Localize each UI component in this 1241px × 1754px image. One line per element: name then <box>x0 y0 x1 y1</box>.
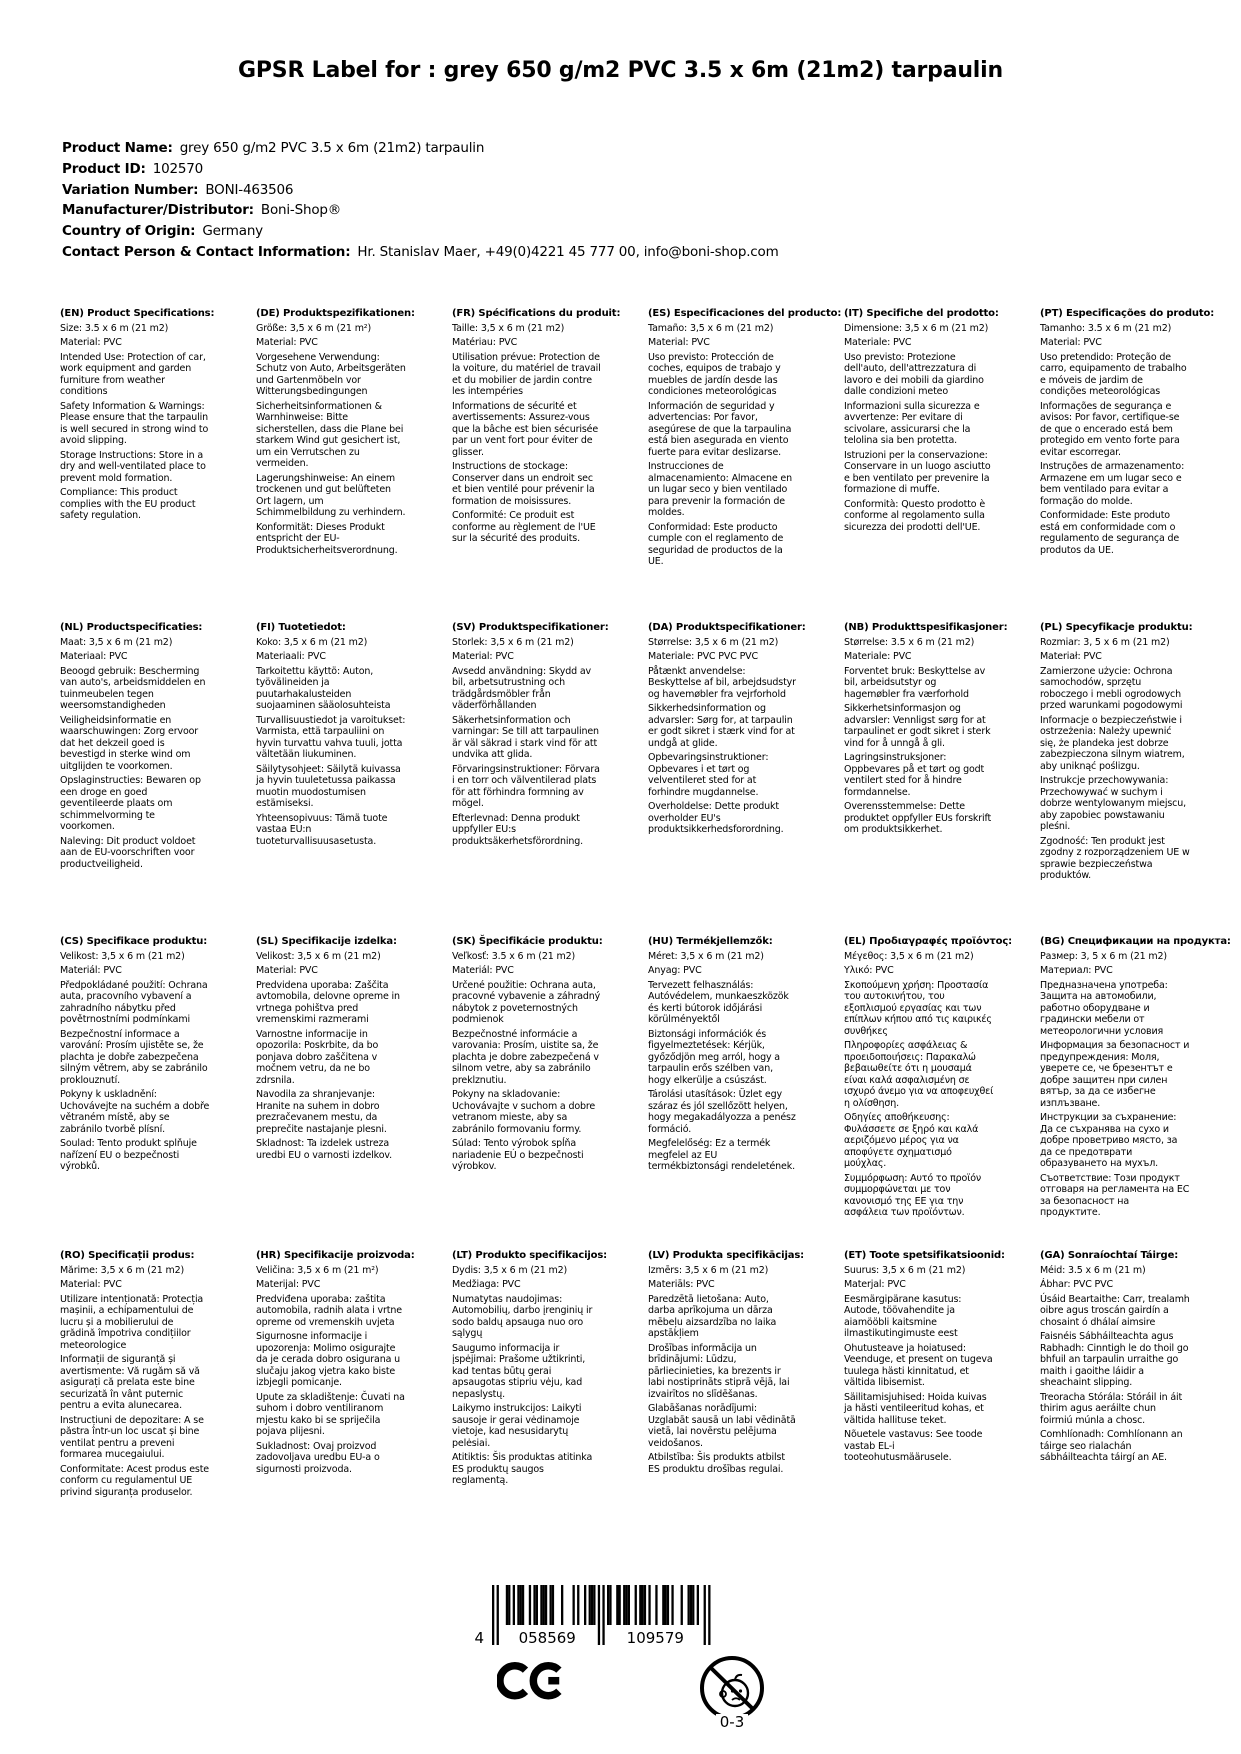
block-paragraph: Veľkosť: 3.5 x 6 m (21 m2) <box>452 950 576 962</box>
block-paragraph: Size: 3.5 x 6 m (21 m2) <box>60 322 169 334</box>
block-paragraph: Säkerhetsinformation och varningar: Se till att tarpaulinen är väl säkrad i stark vind för att undvika att glida. <box>452 714 599 760</box>
block-title: (HR) Specifikacije proizvoda: <box>256 1250 415 1261</box>
block-paragraph: Veličina: 3,5 x 6 m (21 m²) <box>256 1264 379 1276</box>
block-title: (LV) Produkta specifikācijas: <box>648 1250 804 1261</box>
lang-block-fr <box>452 308 634 545</box>
block-paragraph: Overensstemmelse: Dette produktet oppfyller EUs forskrift om produktsikkerhet. <box>844 801 992 835</box>
block-paragraph: Lagringsinstruksjoner: Oppbevares på et tørt og godt ventilert sted for å hindre formdannelse. <box>844 752 985 798</box>
block-paragraph: Velikost: 3,5 x 6 m (21 m2) <box>256 950 381 962</box>
block-paragraph: Material: PVC <box>60 1279 122 1290</box>
ce-mark-icon <box>497 1659 565 1707</box>
block-title: (NL) Productspecificaties: <box>60 622 203 633</box>
lang-block-nl <box>60 622 242 870</box>
barcode-digits: 109579 <box>626 1629 684 1647</box>
block-paragraph: Инструкции за съхранение: Да се съхранява на сухо и добре проветриво място, за да се предотврати образуването на мухъл. <box>1040 1112 1178 1169</box>
block-paragraph: Säilitamisjuhised: Hoida kuivas ja hästi ventileeritud kohas, et vältida hallituse teket. <box>844 1391 987 1426</box>
block-paragraph: Opbevaringsinstruktioner: Opbevares i et tørt og velventileret sted for at forhindre mugdannelse. <box>648 752 769 798</box>
block-paragraph: Konformität: Dieses Produkt entspricht der EU-Produktsicherheitsverordnung. <box>256 521 398 556</box>
block-title: (ES) Especificaciones del producto: <box>648 308 842 319</box>
info-row <box>62 221 779 242</box>
block-title: (LT) Produkto specifikacijos: <box>452 1250 608 1261</box>
lang-block-sv <box>452 622 634 847</box>
block-paragraph: Sukladnost: Ovaj proizvod zadovoljava uredbu EU-a o sigurnosti proizvoda. <box>256 1440 380 1475</box>
info-row <box>62 200 779 221</box>
block-paragraph: Laikymo instrukcijos: Laikyti sausoje ir gerai vėdinamoje vietoje, kad nesusidarytų pelėsiai. <box>452 1403 582 1449</box>
block-title: (SV) Produktspecifikationer: <box>452 622 609 633</box>
lang-block-ro <box>60 1250 242 1498</box>
block-title: (ET) Toote spetsifikatsioonid: <box>844 1250 1005 1261</box>
page-title: GPSR Label for : grey 650 g/m2 PVC 3.5 x 6m (21m2) tarpaulin <box>238 58 1003 83</box>
block-paragraph: Veiligheidsinformatie en waarschuwingen: Zorg ervoor dat het dekzeil goed is bevestigd in sterke wind om uitglijden te voorkomen. <box>60 714 199 772</box>
block-paragraph: Rozmiar: 3, 5 x 6 m (21 m2) <box>1040 636 1170 648</box>
block-paragraph: Maat: 3,5 x 6 m (21 m2) <box>60 636 173 648</box>
lang-block-pt <box>1040 308 1222 556</box>
block-title: (SK) Špecifikácie produktu: <box>452 936 603 947</box>
block-paragraph: Velikost: 3,5 x 6 m (21 m2) <box>60 950 185 962</box>
block-paragraph: Dimensione: 3,5 x 6 m (21 m2) <box>844 322 989 334</box>
block-paragraph: Compliance: This product complies with the EU product safety regulation. <box>60 487 196 521</box>
block-paragraph: Tamaño: 3,5 x 6 m (21 m2) <box>648 322 774 334</box>
block-paragraph: Bezpečnostné informácie a varovania: Prosím, uistite sa, že plachta je dobre zabezpečená v silnom vetre, aby sa zabránilo preklznutiu. <box>452 1028 599 1086</box>
block-title: (PT) Especificações do produto: <box>1040 308 1215 319</box>
block-paragraph: Instrucciones de almacenamiento: Almacene en un lugar seco y bien ventilado para prevenir la formación de moldes. <box>648 461 792 518</box>
block-paragraph: Dydis: 3,5 x 6 m (21 m2) <box>452 1264 568 1276</box>
block-paragraph: Materiaal: PVC <box>60 651 128 662</box>
block-paragraph: Forventet bruk: Beskyttelse av bil, arbeidsutstyr og hagemøbler fra værforhold <box>844 665 986 700</box>
block-title: (GA) Sonraíochtaí Táirge: <box>1040 1250 1179 1261</box>
lang-block-da <box>648 622 830 836</box>
info-value: grey 650 g/m2 PVC 3.5 x 6m (21m2) tarpaulin <box>179 140 485 156</box>
product-info <box>62 138 779 263</box>
block-title: (IT) Specifiche del prodotto: <box>844 308 999 319</box>
block-paragraph: Información de seguridad y advertencias: Por favor, asegúrese de que la tarpaulina está bien asegurada en viento fuerte para evitar deslizarse. <box>648 400 792 458</box>
language-grid <box>60 308 1231 1564</box>
barcode-digits: 4 <box>474 1629 484 1647</box>
block-paragraph: Υλικό: PVC <box>844 965 894 976</box>
block-paragraph: Materjal: PVC <box>844 1279 906 1290</box>
block-title: (PL) Specyfikacje produktu: <box>1040 622 1193 633</box>
block-paragraph: Instrucțiuni de depozitare: A se păstra într-un loc uscat și bine ventilat pentru a preveni formarea mucegaiului. <box>60 1414 204 1460</box>
block-paragraph: Anyag: PVC <box>648 965 702 976</box>
block-paragraph: Conformità: Questo prodotto è conforme al regolamento sulla sicurezza dei prodotti dell'UE. <box>844 498 986 533</box>
lang-block-sk <box>452 936 634 1173</box>
block-paragraph: Uso pretendido: Proteção de carro, equipamento de trabalho e móveis de jardim de condições meteorológicas <box>1040 351 1187 397</box>
block-paragraph: Opslaginstructies: Bewaren op een droge en goed geventileerde plaats om schimmelvorming te voorkomen. <box>60 775 201 832</box>
block-paragraph: Πληροφορίες ασφάλειας & προειδοποιήσεις: Παρακαλώ βεβαιωθείτε ότι η μουσαμά είναι καλά ασφαλισμένη σε ισχυρό άνεμο για να αποφευχθεί η ολίσθηση. <box>844 1040 994 1109</box>
block-paragraph: Размер: 3, 5 x 6 m (21 m2) <box>1040 950 1167 962</box>
lang-block-sl <box>256 936 438 1161</box>
block-paragraph: Instrukcje przechowywania: Przechowywać w suchym i dobrze wentylowanym miejscu, aby zapobiec powstawaniu pleśni. <box>1040 775 1186 832</box>
block-paragraph: Materiale: PVC PVC PVC <box>648 651 758 662</box>
block-paragraph: Sikkerhetsinformasjon og advarsler: Vennligst sørg for at tarpaulinet er godt sikret i sterk vind for å unngå å gli. <box>844 703 991 749</box>
block-paragraph: Comhlíonadh: Comhlíonann an táirge seo rialachán sábháilteachta táirgí an AE. <box>1040 1429 1183 1463</box>
block-paragraph: Safety Information & Warnings: Please ensure that the tarpaulin is well secured in strong wind to avoid slipping. <box>60 400 209 446</box>
block-title: (DA) Produktspecifikationer: <box>648 622 806 633</box>
block-paragraph: Σκοπούμενη χρήση: Προστασία του αυτοκινήτου, του εξοπλισμού εργασίας και των επίπλων κήπου από τις καιρικές συνθήκες <box>844 979 992 1037</box>
info-label: Manufacturer/Distributor: <box>62 202 254 219</box>
block-paragraph: Naleving: Dit product voldoet aan de EU-voorschriften voor productveiligheid. <box>60 835 196 870</box>
block-paragraph: Materiaali: PVC <box>256 651 326 662</box>
block-paragraph: Conformidade: Este produto está em conformidade com o regulamento de segurança de produtos da UE. <box>1040 510 1180 556</box>
lang-block-lv <box>648 1250 830 1475</box>
block-paragraph: Navodila za shranjevanje: Hranite na suhem in dobro prezračevanem mestu, da preprečite nastajanje plesni. <box>256 1089 387 1135</box>
block-paragraph: Materiale: PVC <box>844 651 912 662</box>
barcode-icon <box>460 1585 716 1649</box>
info-value: Germany <box>202 223 263 240</box>
block-paragraph: Pokyny k uskladnění: Uchovávejte na suchém a dobře větraném místě, aby se zabránilo tvorbě plísní. <box>60 1089 210 1135</box>
block-paragraph: Zamierzone użycie: Ochrona samochodów, sprzętu roboczego i mebli ogrodowych przed warunkami pogodowymi <box>1040 665 1183 711</box>
block-paragraph: Informazioni sulla sicurezza e avvertenze: Per evitare di scivolare, assicurarsi che la telolina sia ben protetta. <box>844 400 980 446</box>
block-title: (SL) Specifikacije izdelka: <box>256 936 397 947</box>
block-title: (DE) Produktspezifikationen: <box>256 308 415 319</box>
block-paragraph: Súlad: Tento výrobok spĺňa nariadenie EÚ o bezpečnosti výrobkov. <box>452 1138 584 1172</box>
block-title: (FR) Spécifications du produit: <box>452 308 621 319</box>
block-paragraph: Påtænkt anvendelse: Beskyttelse af bil, arbejdsudstyr og havemøbler fra vejrforhold <box>648 665 796 700</box>
block-paragraph: Größe: 3,5 x 6 m (21 m²) <box>256 322 372 334</box>
block-paragraph: Nõuetele vastavus: See toode vastab EL-i tooteohutusmäärusele. <box>844 1429 983 1463</box>
block-paragraph: Koko: 3,5 x 6 m (21 m2) <box>256 636 368 648</box>
block-paragraph: Material: PVC <box>1040 337 1102 348</box>
block-paragraph: Информация за безопасност и предупреждения: Моля, уверете се, че брезентът е добре защитен при силен вятър, за да се избегне изплъзване. <box>1040 1040 1190 1109</box>
block-paragraph: Istruzioni per la conservazione: Conservare in un luogo asciutto e ben ventilato per prevenire la formazione di muffe. <box>844 449 991 495</box>
block-paragraph: Saugumo informacija ir įspėjimai: Prašome užtikrinti, kad tentas būtų gerai apsaugotas stipriu vėju, kad nepaslystų. <box>452 1342 586 1400</box>
block-paragraph: Instruções de armazenamento: Armazene em um lugar seco e bem ventilado para evitar a formação do molde. <box>1040 461 1185 507</box>
block-paragraph: Informações de segurança e avisos: Por favor, certifique-se de que o encerado está bem protegido em vento forte para evitar escorregar. <box>1040 400 1180 458</box>
block-paragraph: Paredzētā lietošana: Auto, darba aprīkojuma un dārza mēbeļu aizsardzība no laika apstākļiem <box>648 1293 777 1339</box>
block-paragraph: Suurus: 3,5 x 6 m (21 m2) <box>844 1264 966 1276</box>
block-paragraph: Tervezett felhasználás: Autóvédelem, munkaeszközök és kerti bútorok időjárási körülményektől <box>648 979 789 1025</box>
block-paragraph: Informacje o bezpieczeństwie i ostrzeżenia: Należy upewnić się, że plandeka jest dobrze zabezpieczona silnym wiatrem, aby uniknąć poślizgu. <box>1040 714 1185 772</box>
block-paragraph: Turvallisuustiedot ja varoitukset: Varmista, että tarpauliini on hyvin turvattu vahva tuuli, jotta vältetään liukuminen. <box>256 714 406 760</box>
block-paragraph: Materiāls: PVC <box>648 1279 715 1290</box>
lang-block-ga <box>1040 1250 1222 1464</box>
block-title: (NB) Produkttspesifikasjoner: <box>844 622 1008 633</box>
lang-block-it <box>844 308 1026 533</box>
block-paragraph: Bezpečnostní informace a varování: Prosím ujistěte se, že plachta je dobře zabezpečena silným větrem, aby se zabránilo proklouznutí. <box>60 1028 208 1086</box>
block-paragraph: Zgodność: Ten produkt jest zgodny z rozporządzeniem UE w sprawie bezpieczeństwa produktów. <box>1040 835 1190 881</box>
block-paragraph: Faisnéis Sábháilteachta agus Rabhadh: Cinntigh le do thoil go bhfuil an tarpaulin urraithe go maith i gaoithe láidir a sheachaint slipping. <box>1040 1331 1189 1388</box>
lang-block-es <box>648 308 842 568</box>
block-paragraph: Pokyny na skladovanie: Uchovávajte v suchom a dobre vetranom mieste, aby sa zabránilo formovaniu formy. <box>452 1089 596 1135</box>
info-label: Product Name: <box>62 140 173 156</box>
block-paragraph: Størrelse: 3.5 x 6 m (21 m2) <box>844 636 975 648</box>
lang-block-lt <box>452 1250 634 1487</box>
lang-block-fi <box>256 622 438 847</box>
ean-barcode <box>460 1585 716 1653</box>
block-paragraph: Varnostne informacije in opozorila: Poskrbite, da bo ponjava dobro zaščitena v močnem vetru, da ne bo zdrsnila. <box>256 1028 379 1086</box>
block-paragraph: Tarkoitettu käyttö: Auton, työvälineiden ja puutarhakalusteiden suojaaminen sääolosuhteista <box>256 665 391 711</box>
block-paragraph: Material: PVC <box>256 337 318 348</box>
block-paragraph: Materiál: PVC <box>452 965 514 976</box>
info-label: Contact Person & Contact Information: <box>62 243 351 260</box>
block-paragraph: Συμμόρφωση: Αυτό το προϊόν συμμορφώνεται με τον κανονισμό της ΕΕ για την ασφάλεια των προϊόντων. <box>844 1172 982 1218</box>
info-row <box>62 159 779 180</box>
block-paragraph: Informations de sécurité et avertissements: Assurez-vous que la bâche est bien sécurisée par un vent fort pour éviter de glisser. <box>452 400 599 458</box>
block-title: (HU) Termékjellemzők: <box>648 936 773 947</box>
info-row <box>62 138 779 159</box>
block-paragraph: Οδηγίες αποθήκευσης: Φυλάσσετε σε ξηρό και καλά αεριζόμενο μέρος για να αποφύγετε σχηματισμό μούχλας. <box>844 1112 979 1169</box>
info-label: Country of Origin: <box>62 223 196 240</box>
lang-block-et <box>844 1250 1026 1464</box>
block-paragraph: Sigurnosne informacije i upozorenja: Molimo osigurajte da je cerada dobro osigurana u slučaju jakog vjetra kako biste izbjegli pomicanje. <box>256 1331 401 1388</box>
block-paragraph: Avsedd användning: Skydd av bil, arbetsutrustning och trädgårdsmöbler från väderförhållanden <box>452 665 591 711</box>
block-paragraph: Informații de siguranță și avertismente: Vă rugăm să vă asigurați că prelata este bine securizată în vânt puternic pentru a evita alunecarea. <box>60 1354 200 1411</box>
block-paragraph: Conformité: Ce produit est conforme au règlement de l'UE sur la sécurité des produits. <box>452 510 596 544</box>
block-paragraph: Utilisation prévue: Protection de la voiture, du matériel de travail et du mobilier de jardin contre les intempéries <box>452 351 601 397</box>
block-paragraph: Förvaringsinstruktioner: Förvara i en torr och välventilerad plats för att förhindra formning av mögel. <box>452 763 600 809</box>
block-paragraph: Předpokládané použití: Ochrana auta, pracovního vybavení a zahradního nábytku před povětrnostními podmínkami <box>60 979 208 1025</box>
info-row <box>62 180 779 201</box>
info-row <box>62 242 779 263</box>
block-paragraph: Materiale: PVC <box>844 337 912 348</box>
lang-block-en <box>60 308 242 522</box>
lang-block-nb <box>844 622 1026 836</box>
block-paragraph: Materiál: PVC <box>60 965 122 976</box>
block-paragraph: Atbilstība: Šis produkts atbilst ES produktu drošības regulai. <box>648 1452 785 1475</box>
block-paragraph: Säilytysohjeet: Säilytä kuivassa ja hyvin tuuletetussa paikassa muotin muodostumisen estämiseksi. <box>256 763 401 809</box>
lang-block-bg <box>1040 936 1231 1219</box>
age-warning-label: 0-3 <box>719 1713 745 1731</box>
block-paragraph: Størrelse: 3,5 x 6 m (21 m2) <box>648 636 779 648</box>
block-paragraph: Предназначена употреба: Защита на автомобили, работно оборудване и градински мебели от метеорологични условия <box>1040 979 1168 1037</box>
block-paragraph: Biztonsági információk és figyelmeztetések: Kérjük, győződjön meg arról, hogy a tarpaulin erős szélben van, hogy elkerülje a csúszást. <box>648 1028 780 1086</box>
block-paragraph: Upute za skladištenje: Čuvati na suhom i dobro ventiliranom mjestu kako bi se spriječila pojava plijesni. <box>256 1391 405 1437</box>
block-paragraph: Eesmärgipärane kasutus: Autode, töövahendite ja aiamööbli kaitsmine ilmastikutingimuste eest <box>844 1293 962 1339</box>
block-paragraph: Mărime: 3,5 x 6 m (21 m2) <box>60 1264 185 1276</box>
info-label: Product ID: <box>62 160 146 177</box>
block-paragraph: Utilizare intenționată: Protecția mașinii, a echipamentului de lucru și a mobilierului de grădină împotriva condițiilor meteorologice <box>60 1293 204 1351</box>
block-paragraph: Storlek: 3,5 x 6 m (21 m2) <box>452 636 574 648</box>
block-paragraph: Material: PVC <box>648 337 710 348</box>
block-paragraph: Treoracha Stórála: Stóráil in áit thirim agus aeráilte chun foirmiú múnla a chosc. <box>1040 1391 1183 1426</box>
block-paragraph: Conformidad: Este producto cumple con el reglamento de seguridad de productos de la UE. <box>648 521 784 567</box>
info-label: Variation Number: <box>62 181 199 198</box>
block-paragraph: Overholdelse: Dette produkt overholder EU's produktsikkerhedsforordning. <box>648 801 784 835</box>
lang-block-pl <box>1040 622 1222 882</box>
block-paragraph: Izmērs: 3,5 x 6 m (21 m2) <box>648 1264 769 1276</box>
lang-block-de <box>256 308 438 556</box>
block-paragraph: Predviđena uporaba: zaštita automobila, radnih alata i vrtne opreme od vremenskih uvjeta <box>256 1293 402 1328</box>
block-paragraph: Skladnost: Ta izdelek ustreza uredbi EU o varnosti izdelkov. <box>256 1138 392 1161</box>
block-paragraph: Sicherheitsinformationen & Warnhinweise: Bitte sicherstellen, dass die Plane bei starkem Wind gut gesichert ist, um ein Verrutschen zu vermeiden. <box>256 400 404 469</box>
block-paragraph: Taille: 3,5 x 6 m (21 m2) <box>452 322 565 334</box>
barcode-digits: 058569 <box>518 1629 576 1647</box>
lang-block-cs <box>60 936 242 1173</box>
block-paragraph: Méid: 3.5 x 6 m (21 m) <box>1040 1264 1146 1276</box>
block-paragraph: Yhteensopivuus: Tämä tuote vastaa EU:n tuoteturvallisuusasetusta. <box>256 812 388 847</box>
block-paragraph: Instructions de stockage: Conserver dans un endroit sec et bien ventilé pour prévenir la formation de moisissures. <box>452 461 595 507</box>
age-warning-0-3-icon <box>699 1652 765 1748</box>
block-paragraph: Predvidena uporaba: Zaščita avtomobila, delovne opreme in vrtnega pohištva pred vremenskimi razmerami <box>256 979 400 1025</box>
info-value: BONI-463506 <box>205 181 294 198</box>
block-paragraph: Matériau: PVC <box>452 337 518 348</box>
lang-block-el <box>844 936 1026 1219</box>
block-paragraph: Lagerungshinweise: An einem trockenen und gut belüfteten Ort lagern, um Schimmelbildung zu verhindern. <box>256 472 406 518</box>
block-title: (EN) Product Specifications: <box>60 308 215 319</box>
block-paragraph: Soulad: Tento produkt splňuje nařízení EU o bezpečnosti výrobků. <box>60 1138 197 1172</box>
block-paragraph: Materijal: PVC <box>256 1279 321 1290</box>
block-paragraph: Sikkerhedsinformation og advarsler: Sørg for, at tarpaulin er godt sikret i stærk vind for at undgå at glide. <box>648 703 795 749</box>
block-paragraph: Conformitate: Acest produs este conform cu regulamentul UE privind siguranța produselor. <box>60 1463 209 1498</box>
block-paragraph: Tamanho: 3.5 x 6 m (21 m2) <box>1040 322 1172 334</box>
block-title: (FI) Tuotetiedot: <box>256 622 346 633</box>
lang-block-hr <box>256 1250 438 1475</box>
block-paragraph: Glabāšanas norādījumi: Uzglabāt sausā un labi vēdinātā vietā, lai novērstu pelējuma veidošanos. <box>648 1403 796 1449</box>
block-paragraph: Medžiaga: PVC <box>452 1279 521 1290</box>
block-paragraph: Úsáid Beartaithe: Carr, trealamh oibre agus troscán gairdín a chosaint ó dhálaí aimsire <box>1040 1293 1190 1328</box>
block-paragraph: Ohutusteave ja hoiatused: Veenduge, et present on tugeva tuulega hästi kinnitatud, et vältida libisemist. <box>844 1342 993 1388</box>
block-paragraph: Materiał: PVC <box>1040 651 1102 662</box>
block-paragraph: Μέγεθος: 3,5 x 6 m (21 m2) <box>844 950 974 962</box>
block-paragraph: Megfelelőség: Ez a termék megfelel az EU termékbiztonsági rendeletének. <box>648 1138 795 1172</box>
block-paragraph: Material: PVC <box>256 965 318 976</box>
block-paragraph: Material: PVC <box>452 651 514 662</box>
block-paragraph: Material: PVC <box>60 337 122 348</box>
block-paragraph: Материал: PVC <box>1040 965 1113 976</box>
info-value: Boni-Shop® <box>260 202 342 219</box>
info-value: Hr. Stanislav Maer, +49(0)4221 45 777 00, info@boni-shop.com <box>357 243 779 260</box>
block-title: (RO) Specificații produs: <box>60 1250 195 1261</box>
block-paragraph: Efterlevnad: Denna produkt uppfyller EU:s produktsäkerhetsförordning. <box>452 812 583 847</box>
block-title: (CS) Specifikace produktu: <box>60 936 208 947</box>
block-paragraph: Méret: 3,5 x 6 m (21 m2) <box>648 950 764 962</box>
block-paragraph: Storage Instructions: Store in a dry and well-ventilated place to prevent mold formation. <box>60 449 206 484</box>
block-paragraph: Určené použitie: Ochrana auta, pracovné vybavenie a záhradný nábytok z poveternostných podmienok <box>452 979 601 1025</box>
block-paragraph: Ábhar: PVC PVC <box>1040 1279 1113 1290</box>
block-paragraph: Uso previsto: Protezione dell'auto, dell'attrezzatura di lavoro e dei mobili da giardino dalle condizioni meteo <box>844 351 984 397</box>
block-paragraph: Atitiktis: Šis produktas atitinka ES produktų saugos reglamentą. <box>452 1452 593 1486</box>
lang-block-hu <box>648 936 830 1173</box>
block-title: (EL) Προδιαγραφές προϊόντος: <box>844 936 1012 947</box>
block-paragraph: Numatytas naudojimas: Automobilių, darbo įrenginių ir sodo baldų apsauga nuo oro sąlygų <box>452 1293 593 1339</box>
info-value: 102570 <box>152 160 204 177</box>
block-paragraph: Drošības informācija un brīdinājumi: Lūdzu, pārliecinieties, ka brezents ir labi nostiprināts stiprā vējā, lai izvairītos no slīdēšanas. <box>648 1342 790 1400</box>
block-paragraph: Beoogd gebruik: Bescherming van auto's, arbeidsmiddelen en tuinmeubelen tegen weersomstandigheden <box>60 665 206 711</box>
block-paragraph: Intended Use: Protection of car, work equipment and garden furniture from weather conditions <box>60 351 206 397</box>
block-paragraph: Uso previsto: Protección de coches, equipos de trabajo y muebles de jardín desde las condiciones meteorológicas <box>648 351 781 397</box>
block-title: (BG) Спецификации на продукта: <box>1040 936 1231 947</box>
block-paragraph: Tárolási utasítások: Üzlet egy száraz és jól szellőzött helyen, hogy megakadályozza a penész formáció. <box>648 1089 796 1135</box>
block-paragraph: Съответствие: Този продукт отговаря на регламента на ЕС за безопасност на продуктите. <box>1040 1172 1190 1218</box>
block-paragraph: Vorgesehene Verwendung: Schutz von Auto, Arbeitsgeräten und Gartenmöbeln vor Witterungsbedingungen <box>256 351 406 397</box>
